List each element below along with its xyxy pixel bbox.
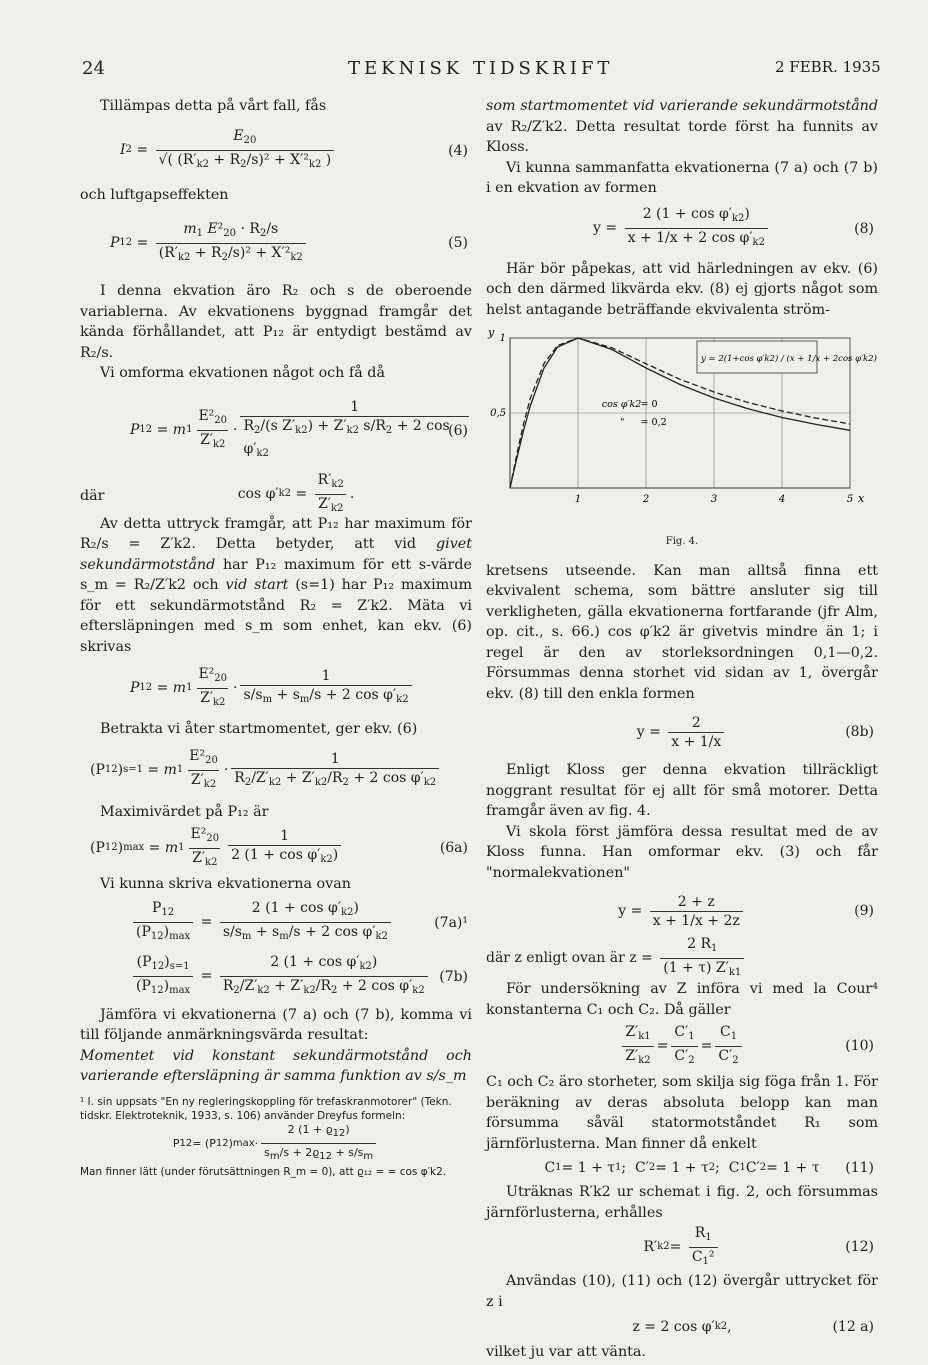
x-tick-label: 5 — [846, 494, 854, 505]
equation-12: R′ k2 = $\frac{R_1}{C_1^2}$ (12) — [486, 1225, 878, 1269]
paragraph: Vi omforma ekvationen något och få då — [100, 365, 385, 381]
equation-number: (6) — [448, 422, 468, 439]
right-column — [486, 96, 878, 1363]
paragraph: Enligt Kloss ger denna ekvation tillräckligt noggrant resultat för ej allt för små motorer. Detta framgår även av fig. 4. — [486, 762, 878, 819]
equation-6a: (P 12 ) max = m 1 $\frac{E^2_{20}}{Z'_{k2}}$ $\frac{1}{2 (1 + \cos \varphi'_{k2})}$ (6a) — [80, 824, 472, 872]
paragraph: I denna ekvation äro R₂ och s de oberoende variablerna. Av ekvationens byggnad framgår det kända förhållandet, att P₁₂ är entydigt bestämd av R₂/s. — [80, 283, 472, 361]
equation-number: (8) — [854, 220, 874, 237]
paragraph: som startmomentet vid varierande sekundärmotstånd av R₂/Z′k2. Detta resultat torde först ha funnits av Kloss. — [486, 98, 878, 155]
paragraph: Här bör påpekas, att vid härledningen av ekv. (6) och den därmed likvärda ekv. (8) ej gjorts något som helst antagande beträffande ekvivalenta ström- — [486, 260, 878, 318]
paragraph: och luftgapseffekten — [80, 186, 229, 203]
journal-title: TEKNISK TIDSKRIFT — [348, 58, 614, 79]
paragraph: Betrakta vi åter startmomentet, ger ekv. (6) — [100, 721, 418, 737]
x-tick-label: 2 — [642, 494, 650, 505]
equation-start: (P 12 ) s=1 = m 1 $\frac{E^2_{20}}{Z'_{k2}}$ · $\frac{1}{R_2/Z'_{k2} + Z'_{k2}/R_2 + 2 \cos \varphi'_{k2}}$ — [80, 742, 472, 800]
equation-number: (9) — [854, 902, 874, 919]
paragraph-result: Momentet vid konstant sekundärmotstånd och varierande eftersläpning är samma funktion av s/s_m — [80, 1047, 472, 1084]
equation-number: (6a) — [439, 839, 468, 856]
footnote-text: ¹ I. sin uppsats "En ny regleringskoppling för trefaskranmotorer" (Tekn. tidskr. Elektroteknik, 1933, s. 106) använder Dreyfus formeln: — [80, 1095, 452, 1122]
annotation-ditto: " — [620, 417, 625, 428]
footnote-text: Man finner lätt (under förutsättningen R_m = 0), att ϱ₁₂ = = cos φ′k2. — [80, 1165, 447, 1178]
paragraph: Vi kunna sammanfatta ekvationerna (7 a) och (7 b) i en ekvation av formen — [486, 159, 878, 196]
equation-9: y = $\frac{2 + z}{x + 1/x + 2z}$ (9) — [618, 893, 874, 929]
y-tick-label: 1 — [499, 333, 506, 344]
x-tick-label: 1 — [574, 494, 582, 505]
chart-svg — [486, 326, 878, 526]
equation-5: P 12 = $\frac{m_1 E^2_{20} \cdot R_2/s}{(R'_{k2} + R_2/s)^2 + X'^2_{k2}}$ (5) — [80, 207, 472, 279]
left-column — [80, 96, 472, 1179]
equation-number: (7b) — [439, 968, 468, 985]
equation-number: (4) — [448, 142, 468, 159]
paragraph: Jämföra vi ekvationerna (7 a) och (7 b), komma vi till följande anmärkningsvärda resultat: — [80, 1006, 472, 1043]
paragraph: Användas (10), (11) och (12) övergår uttrycket för z i — [486, 1273, 878, 1310]
footnote — [80, 1095, 472, 1179]
paragraph: Tillämpas detta på vårt fall, fås — [100, 98, 327, 114]
equation-7a: $\frac{P_{12}}{(P_{12})_{max}}$ = $\frac{2 (1 + \cos \varphi'_{k2})}{s/s_m + s_m/s + 2 \cos \varphi'_{k2}}$ (7a)¹ — [80, 897, 472, 949]
annotation-eq02: = 0,2 — [640, 417, 667, 428]
label-dar: där — [80, 487, 105, 504]
equation-number: (12) — [845, 1238, 874, 1255]
paragraph: Maximivärdet på P₁₂ är — [100, 803, 269, 820]
equation-8b: y = $\frac{2}{x + 1/x}$ (8b) — [636, 714, 874, 750]
paragraph: C₁ och C₂ äro storheter, som skilja sig föga från 1. För beräkning av deras absoluta belopp kan man försumma såväl statormotståndet R₁ som järnförlusterna. Man finner då enkelt — [486, 1074, 878, 1152]
x-tick-label: 4 — [778, 494, 786, 505]
paragraph: kretsens utseende. Kan man alltså finna ett ekvivalent schema, som bättre ansluter sig till verkligheten, gälla ekvationerna fortfarande (jfr Alm, op. cit., s. 66.) cos φ′k2 är givetvis mindre än 1; i regel är den av storleksordningen 0,1—0,2. Försummas denna storhet vid sidan av 1, övergår ekv. (8) till den enkla formen — [486, 562, 878, 702]
issue-date: 2 FEBR. 1935 — [775, 58, 881, 76]
annotation-cos-label: cos φ′k2 — [601, 399, 642, 410]
equation-6: P 12 = m 1 $\frac{E^2_{20}}{Z'_{k2}}$ · $\frac{1}{R_2/(s Z'_{k2}) + Z'_{k2} s/R_2 + 2 \cos \varphi'_{k2}}$ (6) — [80, 386, 472, 476]
formula-label: y = 2(1+cos φ′k2) / (x + 1/x + 2cos φ′k2) — [701, 354, 877, 364]
page-number: 24 — [82, 58, 105, 79]
paragraph: Uträknas R′k2 ur schemat i fig. 2, och försummas järnförlusterna, erhålles — [486, 1184, 878, 1221]
paragraph: vilket ju var att vänta. — [486, 1344, 646, 1360]
x-axis-label: x — [858, 492, 865, 505]
equation-number: (5) — [448, 234, 468, 251]
paragraph: Vi kunna skriva ekvationerna ovan — [100, 876, 351, 892]
equation-10: $\frac{Z'_{k1}}{Z'_{k2}}$ = $\frac{C'_1}{C'_2}$ = $\frac{C_1}{C'_2}$ (10) — [486, 1022, 878, 1070]
paragraph: Vi skola först jämföra dessa resultat med de av Kloss funna. Han omformar ekv. (3) och får "normalekvationen" — [486, 823, 878, 881]
figure-4 — [486, 326, 878, 526]
equation-z: där z enligt ovan är z = $\frac{2 R_1}{(1 + \tau) Z'_{k1}}$ — [486, 939, 878, 977]
y-axis-label: y — [488, 326, 495, 339]
equation-8: y = $\frac{2 (1 + \cos \varphi'_{k2})}{x + 1/x + 2 \cos \varphi'_{k2}}$ (8) — [486, 201, 878, 257]
equation-number: (11) — [845, 1159, 874, 1176]
footnote-equation: P 12 = (P 12 ) max · $\frac{2 (1 + ϱ12)}{sm/s + 2ϱ12 + s/sm}$ — [80, 1123, 472, 1165]
equation-4: I 2 = $\frac{E_{20}}{√( (R'_{k2} + R_2/s)^2 + X'^2_{k2} )}$ (4) — [80, 119, 472, 183]
equation-number: (10) — [845, 1037, 874, 1054]
equation-12a: z = 2 cos φ′ k2 , (12 a) — [486, 1314, 878, 1340]
annotation-eq0: = 0 — [640, 399, 658, 410]
equation-11: C 1 = 1 + τ 1 ; C′ 2 = 1 + τ 2 ; C 1 C′ 2 = 1 + τ (11) — [486, 1156, 878, 1180]
equation-cos: där cos φ′ k2 = $\frac{R'_{k2}}{Z'_{k2}}$ . — [80, 478, 472, 512]
paragraph: För undersökning av Z införa vi med la Cour⁴ konstanterna C₁ och C₂. Då gäller — [486, 981, 878, 1018]
equation-7b: $\frac{(P_{12})_{s=1}}{(P_{12})_{max}}$ = $\frac{2 (1 + \cos \varphi'_{k2})}{R_2/Z'_{k2} + Z'_{k2}/R_2 + 2 \cos \varphi'_{k2}}$ (7b) — [80, 951, 472, 1003]
equation-number: (7a)¹ — [434, 914, 468, 931]
equation-number: (8b) — [845, 723, 874, 740]
y-tick-label: 0,5 — [490, 408, 506, 419]
paragraph: Av detta uttryck framgår, att P₁₂ har maximum för R₂/s = Z′k2. Detta betyder, att vid givet sekundärmotstånd har P₁₂ maximum för ett s-värde s_m = R₂/Z′k2 och vid start (s=1) har P₁₂ maximum för ett sekundärmotstånd R₂ = Z′k2. Mäta vi eftersläpningen med s_m som enhet, kan ekv. (6) skrivas — [80, 515, 473, 655]
figure-caption: Fig. 4. — [665, 536, 699, 547]
equation-number: (12 a) — [832, 1318, 874, 1335]
equation-6-sm: P 12 = m 1 $\frac{E^2_{20}}{Z'_{k2}}$ · $\frac{1}{s/s_m + s_m/s + 2 \cos \varphi'_{k2}}$ — [80, 659, 472, 717]
x-tick-label: 3 — [710, 494, 718, 505]
